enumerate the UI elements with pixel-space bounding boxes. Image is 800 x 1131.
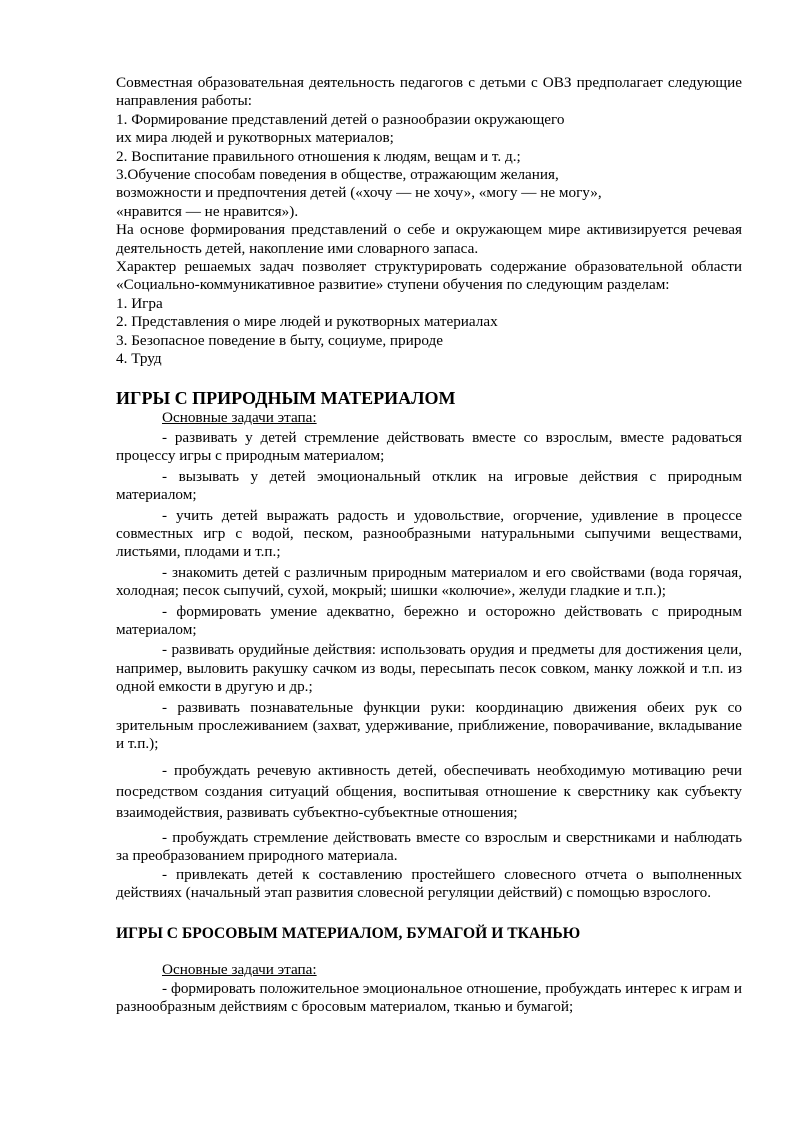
task-item: - пробуждать стремление действовать вместе со взрослым и сверстниками и наблюдать за преобразованием природного материала. <box>116 828 742 865</box>
direction-item-3b: возможности и предпочтения детей («хочу — не хочу», «могу — не могу», <box>116 184 602 202</box>
task-item: - формировать умение адекватно, бережно и осторожно действовать с природным материалом; <box>116 602 742 638</box>
intro-paragraph: Совместная образовательная деятельность педагогов с детьми с ОВЗ предполагает следующие направления работы: <box>116 74 742 110</box>
direction-item-2: 2. Воспитание правильного отношения к людям, вещам и т. д.; <box>116 147 521 165</box>
speech-paragraph: На основе формирования представлений о себе и окружающем мире активизируется речевая деятельность детей, накопление ими словарного запаса. <box>116 221 742 257</box>
section-heading-natural: ИГРЫ С ПРИРОДНЫМ МАТЕРИАЛОМ <box>116 387 456 408</box>
direction-item-1b: их мира людей и рукотворных материалов; <box>116 129 394 147</box>
section-heading-waste: ИГРЫ С БРОСОВЫМ МАТЕРИАЛОМ, БУМАГОЙ И ТКАНЬЮ <box>116 925 581 943</box>
task-item: - знакомить детей с различным природным материалом и его свойствами (вода горячая, холодная; песок сыпучий, сухой, мокрый; шишки «колючие», желуди гладкие и т.п.); <box>116 563 742 600</box>
structure-paragraph: Характер решаемых задач позволяет структурировать содержание образовательной области «Социально-коммуникативное развитие» ступени обучения по следующим разделам: <box>116 258 742 294</box>
section-subheading-waste: Основные задачи этапа: <box>162 961 317 979</box>
direction-item-3a: 3.Обучение способам поведения в обществе, отражающим желания, <box>116 166 559 184</box>
direction-item-1a: 1. Формирование представлений детей о разнообразии окружающего <box>116 110 565 128</box>
task-item: - вызывать у детей эмоциональный отклик на игровые действия с природным материалом; <box>116 467 742 504</box>
document-page <box>116 74 742 1017</box>
section-list-item-2: 2. Представления о мире людей и рукотворных материалах <box>116 313 498 331</box>
section-list-item-1: 1. Игра <box>116 294 163 312</box>
task-item: - учить детей выражать радость и удовольствие, огорчение, удивление в процессе совместных игр с водой, песком, разнообразными натуральными сыпучими веществами, листьями, плодами и т.п.; <box>116 506 742 561</box>
task-item: - развивать познавательные функции руки: координацию движения обеих рук со зрительным прослеживанием (захват, удерживание, приближение, поворачивание, вкладывание и т.п.); <box>116 698 742 753</box>
task-item: - пробуждать речевую активность детей, обеспечивать необходимую мотивацию речи посредством создания ситуаций общения, воспитывая отношение к сверстнику как субъекту взаимодействия, развивать субъектно-субъектные отношения; <box>116 761 742 821</box>
task-item: - развивать орудийные действия: использовать орудия и предметы для достижения цели, например, выловить ракушку сачком из воды, пересыпать песок совком, манку ложкой и т.п. из одной емкости в другую и др.; <box>116 641 742 696</box>
task-item: - развивать у детей стремление действовать вместе со взрослым, вместе радоваться процессу игры с природным материалом; <box>116 428 742 465</box>
task-item: - привлекать детей к составлению простейшего словесного отчета о выполненных действиях (начальный этап развития словесной регуляции действий) с помощью взрослого. <box>116 865 742 902</box>
section-list-item-3: 3. Безопасное поведение в быту, социуме, природе <box>116 331 443 349</box>
section-list-item-4: 4. Труд <box>116 350 162 368</box>
task-item: - формировать положительное эмоциональное отношение, пробуждать интерес к играм и разнообразным действиям с бросовым материалом, тканью и бумагой; <box>116 979 742 1016</box>
section-subheading-natural: Основные задачи этапа: <box>162 408 317 426</box>
direction-item-3c: «нравится — не нравится»). <box>116 202 299 220</box>
